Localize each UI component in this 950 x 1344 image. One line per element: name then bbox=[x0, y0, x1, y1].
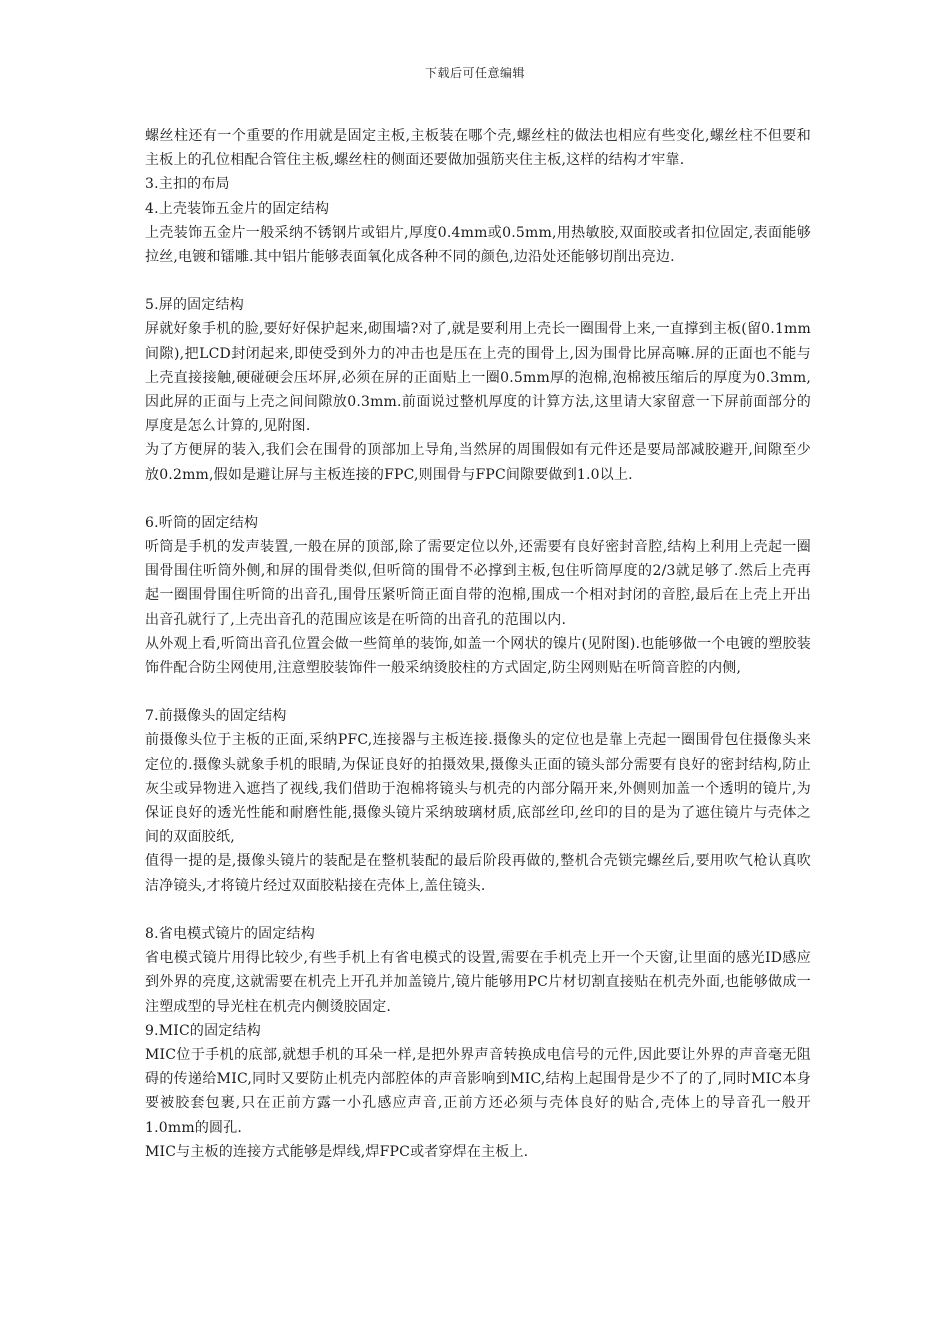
paragraph-receiver-decor: 从外观上看,听筒出音孔位置会做一些简单的装饰,如盖一个网状的镍片(见附图).也能够做一个电镀的塑胶装饰件配合防尘网使用,注意塑胶装饰件一般采纳烫胶柱的方式固定,防尘网则贴在听筒音腔的内侧, bbox=[145, 635, 811, 677]
spacer bbox=[145, 680, 811, 704]
paragraph-front-camera: 前摄像头位于主板的正面,采纳PFC,连接器与主板连接.摄像头的定位也是靠上壳起一圈围骨包住摄像头来定位的.摄像头就象手机的眼睛,为保证良好的拍摄效果,摄像头正面的镜头部分需要有良好的密封结构,防止灰尘或异物进入遮挡了视线,我们借助于泡棉将镜头与机壳的内部分隔开来,外侧则加盖一个透明的镜片,为保证良好的透光性能和耐磨性能,摄像头镜片采纳玻璃材质,底部丝印,丝印的目的是为了遮住镜片与壳体之间的双面胶纸, bbox=[145, 732, 811, 846]
heading-main-clip-layout: 3.主扣的布局 bbox=[145, 176, 230, 193]
paragraph-screen-install: 为了方便屏的装入,我们会在围骨的顶部加上导角,当然屏的周围假如有元件还是要局部减胶避开,间隙至少放0.2mm,假如是避让屏与主板连接的FPC,则围骨与FPC间隙要做到1.0以上. bbox=[145, 442, 811, 483]
heading-mic-fixing: 9.MIC的固定结构 bbox=[145, 1022, 261, 1039]
spacer bbox=[145, 269, 811, 293]
heading-receiver-fixing: 6.听筒的固定结构 bbox=[145, 514, 259, 531]
spacer bbox=[145, 898, 811, 922]
paragraph-mic-fixing: MIC位于手机的底部,就想手机的耳朵一样,是把外界声音转换成电信号的元件,因此要让外界的声音毫无阻碍的传递给MIC,同时又要防止机壳内部腔体的声音影响到MIC,结构上起围骨是少不了的了,同时MIC本身要被胶套包裹,只在正前方露一小孔感应声音,正前方还必须与壳体良好的贴合,壳体上的导音孔一般开1.0mm的圆孔. bbox=[145, 1046, 811, 1136]
document-body bbox=[145, 124, 811, 1164]
paragraph-power-save-lens: 省电模式镜片用得比较少,有些手机上有省电模式的设置,需要在手机壳上开一个天窗,让里面的感光ID感应到外界的亮度,这就需要在机壳上开孔并加盖镜片,镜片能够用PC片材切割直接贴在机壳外面,也能够做成一注塑成型的导光柱在机壳内侧烫胶固定. bbox=[145, 950, 811, 1015]
spacer bbox=[145, 487, 811, 511]
heading-screen-fixing: 5.屏的固定结构 bbox=[145, 297, 244, 314]
paragraph-camera-lens-assembly: 值得一提的是,摄像头镜片的装配是在整机装配的最后阶段再做的,整机合壳锁完螺丝后,要用吹气枪认真吹洁净镜头,才将镜片经过双面胶粘接在壳体上,盖住镜头. bbox=[145, 853, 811, 894]
heading-metal-trim: 4.上壳装饰五金片的固定结构 bbox=[145, 200, 330, 217]
heading-front-camera: 7.前摄像头的固定结构 bbox=[145, 708, 287, 725]
paragraph-mic-connection: MIC与主板的连接方式能够是焊线,焊FPC或者穿焊在主板上. bbox=[145, 1143, 529, 1160]
paragraph-receiver-fixing: 听筒是手机的发声装置,一般在屏的顶部,除了需要定位以外,还需要有良好密封音腔,结构上利用上壳起一圈围骨围住听筒外侧,和屏的围骨类似,但听筒的围骨不必撑到主板,包住听筒厚度的2/3就足够了.然后上壳再起一圈围骨围住听筒的出音孔,围骨压紧听筒正面自带的泡棉,围成一个相对封闭的音腔,最后在上壳上开出出音孔就行了,上壳出音孔的范围应该是在听筒的出音孔的范围以内. bbox=[145, 539, 811, 628]
paragraph-screw-post: 螺丝柱还有一个重要的作用就是固定主板,主板装在哪个壳,螺丝柱的做法也相应有些变化,螺丝柱不但要和主板上的孔位相配合管住主板,螺丝柱的侧面还要做加强筋夹住主板,这样的结构才牢靠. bbox=[145, 128, 811, 169]
heading-power-save-lens: 8.省电模式镜片的固定结构 bbox=[145, 925, 315, 942]
page-header: 下载后可任意编辑 bbox=[424, 66, 525, 80]
paragraph-metal-trim: 上壳装饰五金片一般采纳不锈钢片或铝片,厚度0.4mm或0.5mm,用热敏胶,双面胶或者扣位固定,表面能够拉丝,电镀和镭雕.其中铝片能够表面氧化成各种不同的颜色,边沿处还能够切削出亮边. bbox=[145, 224, 811, 266]
paragraph-screen-fixing: 屏就好象手机的脸,要好好保护起来,砌围墙?对了,就是要利用上壳长一圈围骨上来,一直撑到主板(留0.1mm间隙),把LCD封闭起来,即使受到外力的冲击也是压在上壳的围骨上,因为围骨比屏高嘛.屏的正面也不能与上壳直接接触,硬碰硬会压坏屏,必须在屏的正面贴上一圈0.5mm厚的泡棉,泡棉被压缩后的厚度为0.3mm,因此屏的正面与上壳之间间隙放0.3mm.前面说过整机厚度的计算方法,这里请大家留意一下屏前面部分的厚度是怎么计算的,见附图. bbox=[145, 321, 811, 435]
